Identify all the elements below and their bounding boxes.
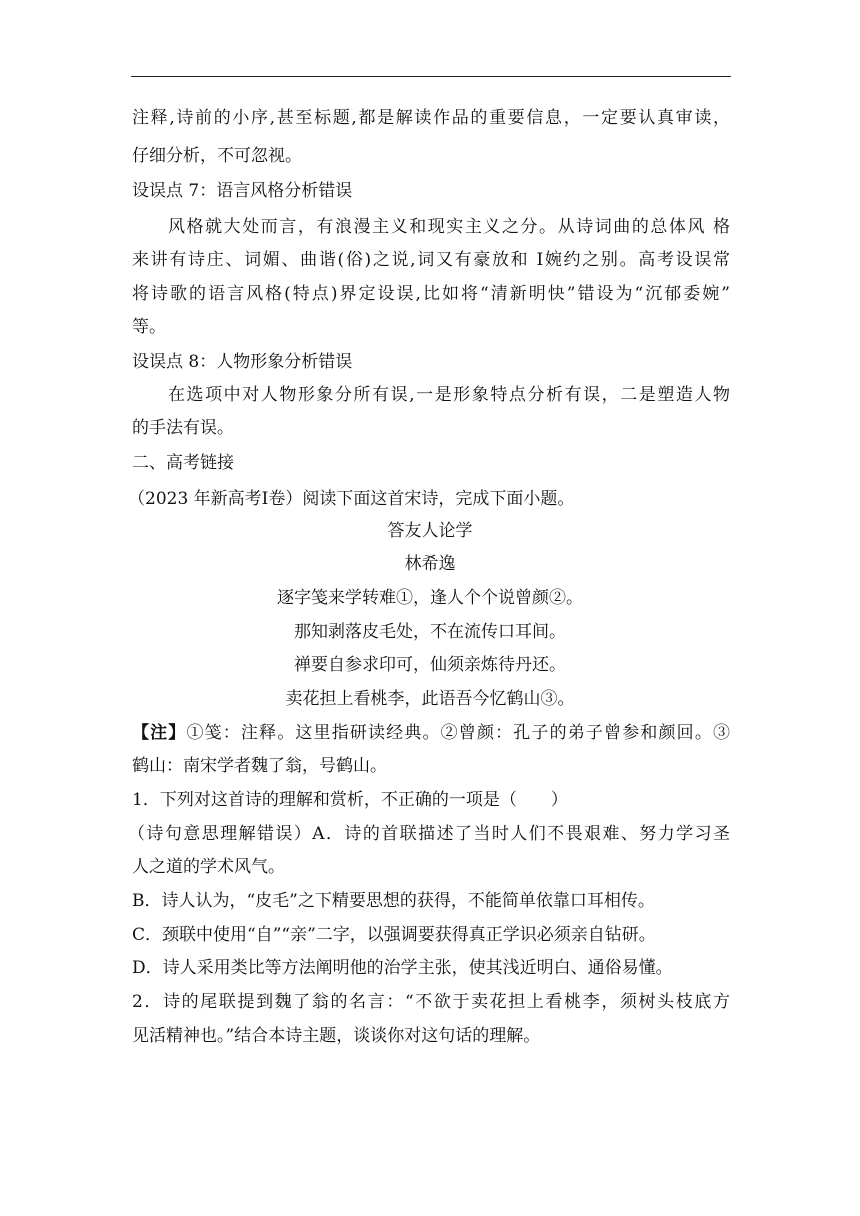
question1-optionB: B．诗人认为，“皮毛”之下精要思想的获得，不能简单依靠口耳相传。 <box>132 891 655 911</box>
header-rule <box>131 76 731 77</box>
poem-title: 答友人论学 <box>387 521 473 541</box>
point8-heading: 设误点 8：人物形象分析错误 <box>132 352 353 372</box>
intro-line-1: 注释,诗前的小序,甚至标题,都是解读作品的重要信息，一定要认真审读， <box>132 108 730 128</box>
note-line-1 <box>132 722 730 744</box>
exam-intro: （2023 年新高考Ⅰ卷）阅读下面这首宋诗，完成下面小题。 <box>128 489 575 509</box>
note-label: 【注】 <box>132 723 187 743</box>
question1-optionD: D．诗人采用类比等方法阐明他的治学主张，使其浅近明白、通俗易懂。 <box>132 958 673 978</box>
point7-line-3: 将诗歌的语言风格(特点)界定设误,比如将“清新明快”错设为“沉郁委婉” <box>132 284 730 304</box>
point7-line-1: 风格就大处而言，有浪漫主义和现实主义之分。从诗词曲的总体风 格 <box>168 217 730 237</box>
point8-line-1: 在选项中对人物形象分所有误,一是形象特点分析有误，二是塑造人物 <box>168 385 730 405</box>
poem-line-1: 逐字笺来学转难①，逢人个个说曾颜②。 <box>277 588 583 608</box>
poem-line-4: 卖花担上看桃李，此语吾今忆鹤山③。 <box>285 689 575 709</box>
question2-line-2: 见活精神也。”结合本诗主题，谈谈你对这句话的理解。 <box>132 1026 541 1046</box>
note-line-2: 鹤山：南宋学者魏了翁，号鹤山。 <box>132 756 387 776</box>
question1-optionC: C．颈联中使用“自”“亲”二字，以强调要获得真正学识必须亲自钻研。 <box>132 925 656 945</box>
question2-line-1: 2．诗的尾联提到魏了翁的名言：“不欲于卖花担上看桃李，须树头枝底方 <box>132 992 730 1012</box>
poem-line-3: 禅要自参求印可，仙须亲炼待丹还。 <box>294 655 566 675</box>
note-text-1: ①笺：注释。这里指研读经典。②曾颜：孔子的弟子曾参和颜回。③ <box>186 723 730 743</box>
point7-line-2: 来讲有诗庄、词媚、曲谐(俗)之说,词又有豪放和 Ⅰ婉约之别。高考设误常 <box>132 250 730 270</box>
intro-line-2: 仔细分析，不可忽视。 <box>132 146 302 166</box>
point8-line-2: 的手法有误。 <box>132 418 234 438</box>
point7-heading: 设误点 7：语言风格分析错误 <box>132 181 353 201</box>
point7-line-4: 等。 <box>132 317 166 337</box>
section-heading: 二、高考链接 <box>132 453 234 473</box>
question1-stem: 1．下列对这首诗的理解和赏析，不正确的一项是（ ） <box>132 790 568 810</box>
poem-line-2: 那知剥落皮毛处，不在流传口耳间。 <box>294 622 566 642</box>
question1-optionA-line2: 人之道的学术风气。 <box>132 857 285 877</box>
question1-optionA-line1: （诗句意思理解错误）A．诗的首联描述了当时人们不畏艰难、努力学习圣 <box>128 824 730 844</box>
poem-author: 林希逸 <box>404 554 456 574</box>
